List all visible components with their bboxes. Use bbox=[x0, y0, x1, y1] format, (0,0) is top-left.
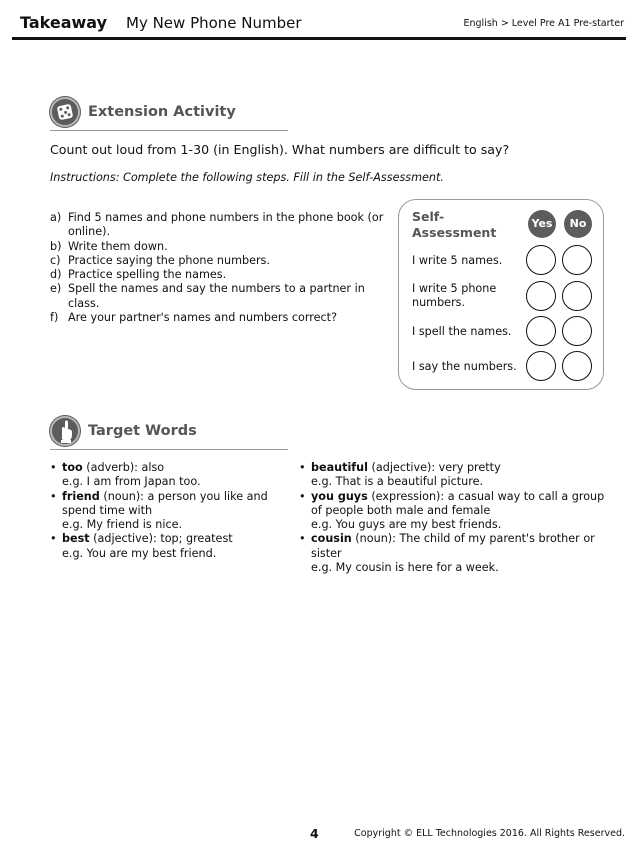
word-example: e.g. I am from Japan too. bbox=[62, 475, 201, 489]
hand-pointer-icon bbox=[50, 416, 80, 446]
no-checkbox-spell[interactable] bbox=[562, 316, 592, 346]
list-item bbox=[50, 268, 395, 282]
step-text: Write them down. bbox=[68, 239, 168, 253]
step-text: Are your partner's names and numbers correct? bbox=[68, 311, 338, 325]
step-text: Find 5 names and phone numbers in the phone book (or online). bbox=[68, 211, 384, 239]
no-checkbox-names[interactable] bbox=[562, 245, 592, 275]
word-example: e.g. You guys are my best friends. bbox=[311, 518, 502, 532]
yes-checkbox-phone-numbers[interactable] bbox=[526, 281, 556, 311]
assessment-row-label: I spell the names. bbox=[412, 325, 512, 338]
no-column-header: No bbox=[564, 210, 592, 238]
step-letter: b) bbox=[50, 239, 62, 253]
self-assessment-box bbox=[398, 199, 604, 390]
breadcrumb: English > Level Pre A1 Pre-starter bbox=[463, 18, 624, 29]
word-term: cousin bbox=[311, 532, 352, 546]
no-checkbox-say-numbers[interactable] bbox=[562, 351, 592, 381]
section-title: Target Words bbox=[88, 423, 197, 439]
yes-checkbox-spell[interactable] bbox=[526, 316, 556, 346]
section-title: Extension Activity bbox=[88, 104, 236, 120]
extension-activity-heading bbox=[50, 97, 288, 131]
word-term: you guys bbox=[311, 489, 368, 503]
list-item: • cousin (noun): The child of my parent's brother or sister e.g. My cousin is here for a week. bbox=[299, 532, 609, 575]
list-item bbox=[50, 211, 395, 240]
target-words-left bbox=[50, 461, 290, 561]
word-example: e.g. My friend is nice. bbox=[62, 518, 183, 532]
list-item bbox=[50, 311, 395, 325]
word-definition: (adjective): top; greatest bbox=[89, 532, 233, 546]
word-definition: (adjective): very pretty bbox=[367, 461, 501, 474]
list-item: • too (adverb): also e.g. I am from Japan too. bbox=[50, 461, 290, 490]
copyright-notice: Copyright © ELL Technologies 2016. All Rights Reserved. bbox=[354, 828, 625, 839]
word-example: e.g. You are my best friend. bbox=[62, 546, 217, 560]
word-example: e.g. That is a beautiful picture. bbox=[311, 475, 484, 489]
word-term: friend bbox=[62, 489, 100, 503]
step-letter: e) bbox=[50, 282, 62, 296]
dice-icon bbox=[50, 97, 80, 127]
step-list bbox=[50, 211, 395, 325]
step-letter: f) bbox=[50, 311, 59, 325]
word-definition: (noun): The child of my parent's brother or sister bbox=[311, 532, 595, 560]
word-definition: (expression): a casual way to call a group of people both male and female bbox=[311, 489, 605, 517]
list-item bbox=[50, 282, 395, 311]
list-item: • friend (noun): a person you like and spend time with e.g. My friend is nice. bbox=[50, 490, 290, 533]
no-checkbox-phone-numbers[interactable] bbox=[562, 281, 592, 311]
yes-checkbox-say-numbers[interactable] bbox=[526, 351, 556, 381]
assessment-row-label: I write 5 phone numbers. bbox=[412, 282, 497, 309]
list-item bbox=[50, 254, 395, 268]
assessment-row-label: I write 5 names. bbox=[412, 254, 503, 267]
brand-label: Takeaway bbox=[20, 13, 108, 32]
step-letter: c) bbox=[50, 253, 61, 267]
word-example: e.g. My cousin is here for a week. bbox=[311, 561, 499, 575]
yes-checkbox-names[interactable] bbox=[526, 245, 556, 275]
lesson-title: My New Phone Number bbox=[126, 14, 302, 32]
word-definition: (noun): a person you like and spend time with bbox=[62, 489, 268, 517]
word-term: too bbox=[62, 461, 83, 474]
yes-column-header: Yes bbox=[528, 210, 556, 238]
activity-instructions: Instructions: Complete the following steps. Fill in the Self-Assessment. bbox=[50, 171, 444, 184]
page-header bbox=[12, 12, 626, 40]
word-definition: (adverb): also bbox=[82, 461, 165, 474]
step-text: Practice saying the phone numbers. bbox=[68, 253, 270, 267]
self-assessment-title: Self-Assessment bbox=[412, 209, 497, 240]
word-term: best bbox=[62, 532, 90, 546]
word-term: beautiful bbox=[311, 461, 368, 474]
step-letter: d) bbox=[50, 268, 62, 282]
activity-intro: Count out loud from 1-30 (in English). What numbers are difficult to say? bbox=[50, 142, 510, 157]
target-words-heading bbox=[50, 416, 288, 450]
step-letter: a) bbox=[50, 211, 62, 224]
list-item: • you guys (expression): a casual way to call a group of people both male and female e.g. You guys are my best friends. bbox=[299, 490, 609, 533]
list-item: • beautiful (adjective): very pretty e.g. That is a beautiful picture. bbox=[299, 461, 609, 490]
step-text: Spell the names and say the numbers to a partner in class. bbox=[68, 282, 365, 310]
assessment-row-label: I say the numbers. bbox=[412, 360, 517, 373]
list-item bbox=[50, 240, 395, 254]
list-item: • best (adjective): top; greatest e.g. You are my best friend. bbox=[50, 532, 290, 561]
step-text: Practice spelling the names. bbox=[68, 268, 227, 282]
target-words-right bbox=[299, 461, 609, 575]
page-number: 4 bbox=[310, 826, 319, 841]
